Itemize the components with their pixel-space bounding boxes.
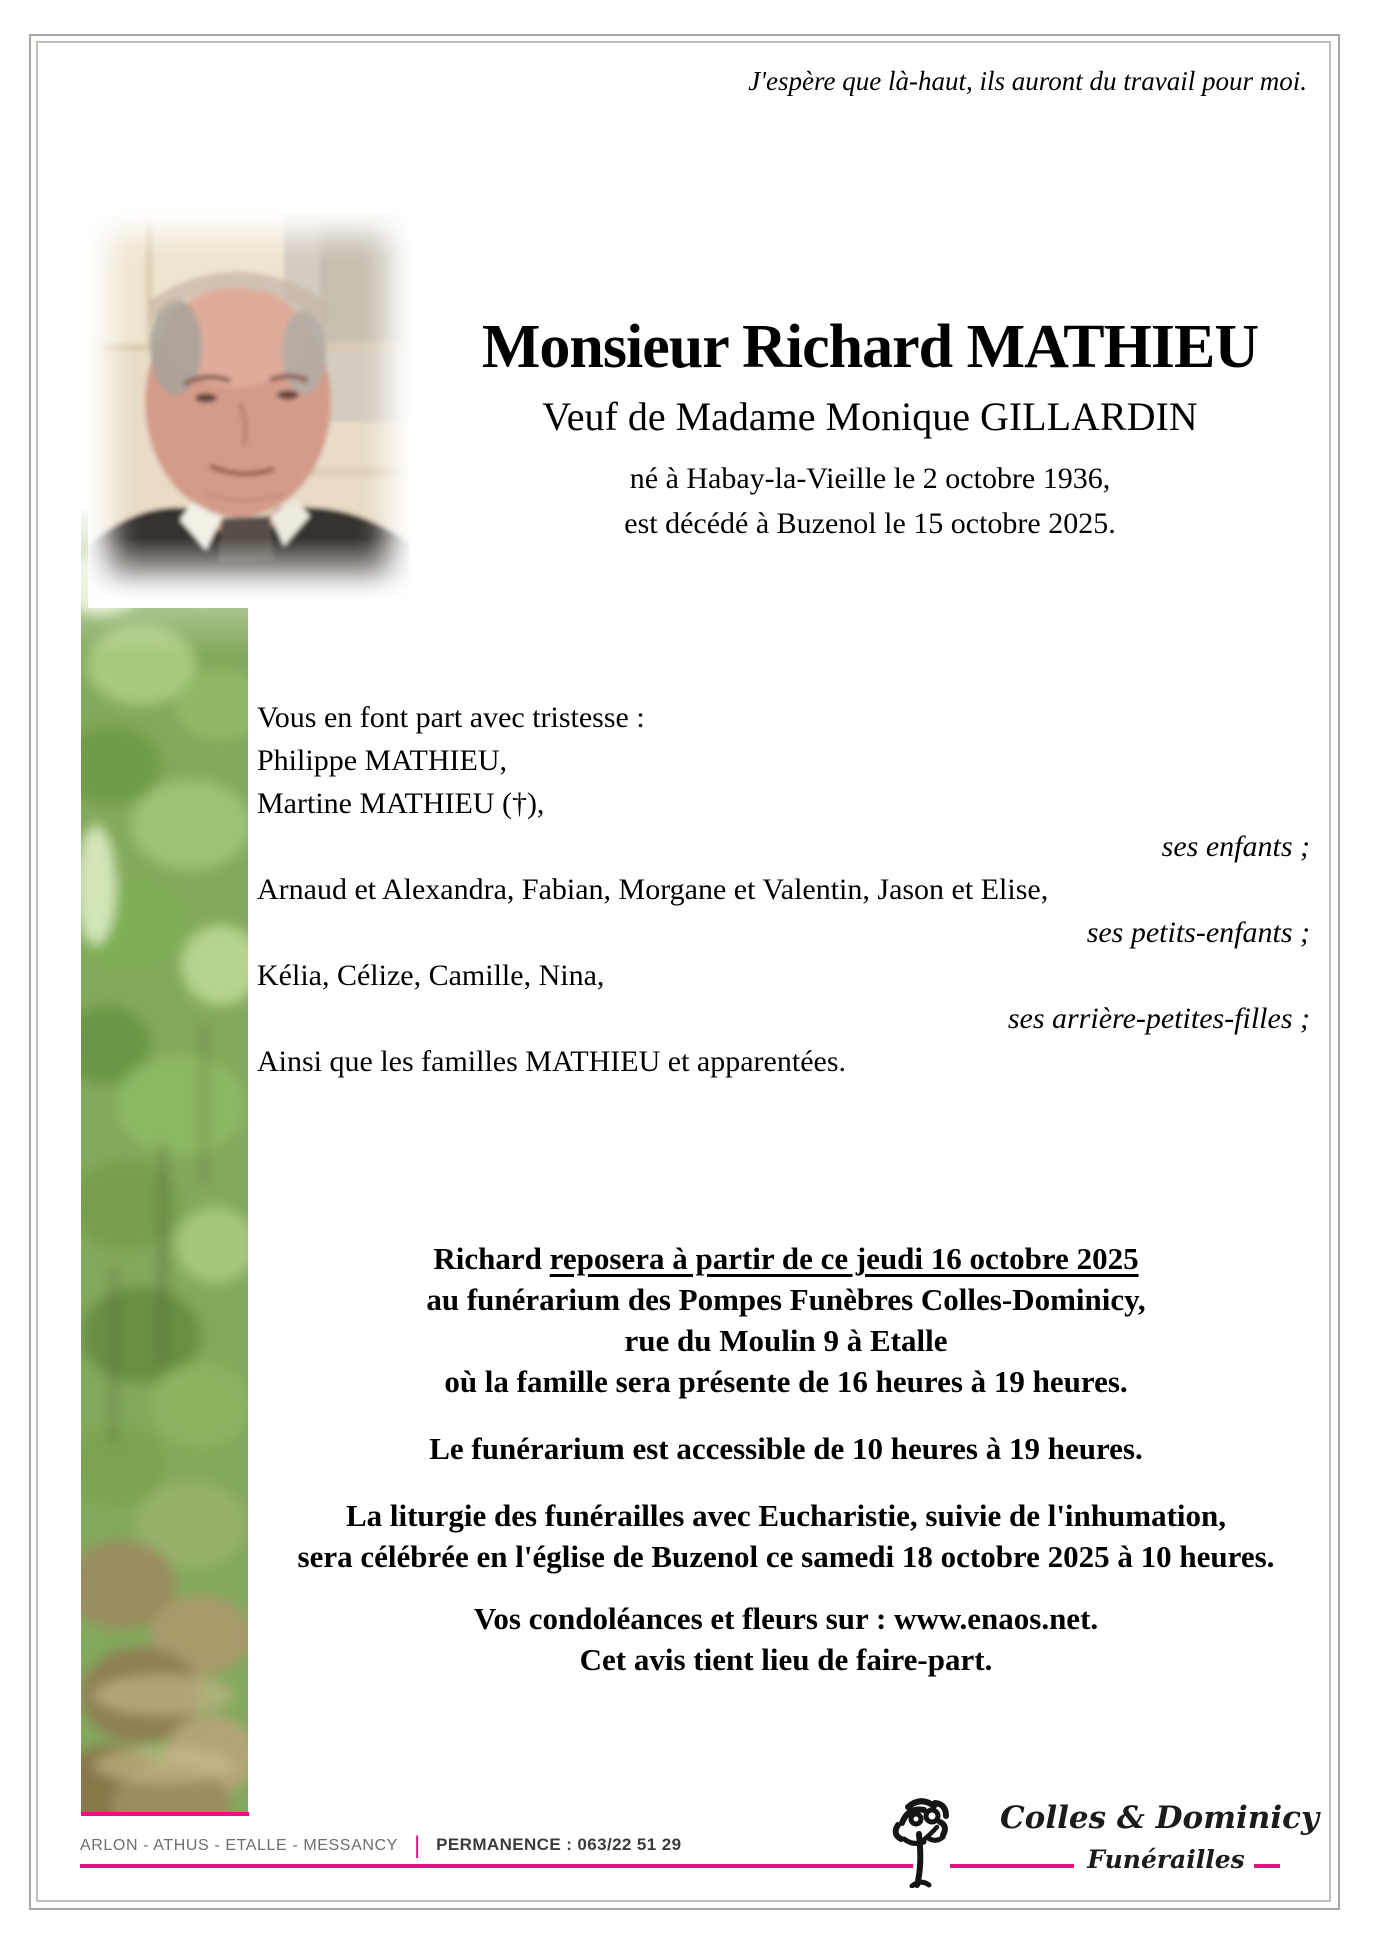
family-member-line: Arnaud et Alexandra, Fabian, Morgane et Valentin, Jason et Elise,: [257, 873, 1049, 906]
brand-name: Colles & Dominicy: [1000, 1800, 1319, 1836]
family-intro-line: Vous en font part avec tristesse :: [257, 701, 645, 734]
footer-rule: [80, 1864, 913, 1868]
brand-dash: [1254, 1864, 1280, 1868]
footer-cities: ARLON - ATHUS - ETALLE - MESSANCY: [80, 1837, 398, 1854]
family-closing-line: Ainsi que les familles MATHIEU et apparentées.: [257, 1045, 846, 1078]
portrait-photo: [88, 212, 410, 608]
liturgy-line-2: sera célébrée en l'église de Buzenol ce samedi 18 octobre 2025 à 10 heures.: [297, 1539, 1275, 1574]
funeral-details: [230, 1238, 1342, 1680]
relation-label: ses petits-enfants ;: [1086, 916, 1310, 949]
access-line: Le funérarium est accessible de 10 heures à 19 heures.: [429, 1431, 1143, 1466]
death-line: est décédé à Buzenol le 15 octobre 2025.: [624, 507, 1116, 540]
relation-label: ses arrière-petites-filles ;: [1007, 1002, 1310, 1035]
brand-subtitle: Funérailles: [1087, 1845, 1245, 1874]
relation-label: ses enfants ;: [1161, 830, 1310, 863]
family-member-line: Kélia, Célize, Camille, Nina,: [257, 959, 605, 992]
family-announcement: [257, 696, 1310, 1083]
family-member-line: Philippe MATHIEU,: [257, 744, 507, 777]
footer-contact-row: [80, 1832, 681, 1860]
tree-icon: [890, 1792, 952, 1888]
liturgy-line-1: La liturgie des funérailles avec Eucharistie, suivie de l'inhumation,: [345, 1498, 1227, 1533]
condolences-line: Vos condoléances et fleurs sur : www.enaos.net.: [473, 1601, 1099, 1636]
announcement-header: [430, 312, 1310, 546]
portrait-bottom-fade: [88, 538, 410, 608]
brand-rule: [950, 1864, 1074, 1868]
footer-divider: |: [413, 1832, 421, 1859]
repose-underlined: reposera à partir de ce jeudi 16 octobre 2025: [549, 1241, 1139, 1276]
family-member-line: Martine MATHIEU (†),: [257, 787, 545, 820]
birth-line: né à Habay-la-Vieille le 2 octobre 1936,: [629, 462, 1111, 495]
funerarium-line: au funérarium des Pompes Funèbres Colles-Dominicy,: [426, 1282, 1146, 1317]
repose-line: [230, 1238, 1342, 1279]
address-line: rue du Moulin 9 à Etalle: [624, 1323, 948, 1358]
deceased-subtitle: Veuf de Madame Monique GILLARDIN: [542, 394, 1198, 439]
photo-strip-underline: [81, 1812, 249, 1816]
repose-prefix: Richard: [433, 1241, 550, 1276]
deceased-name: Monsieur Richard MATHIEU: [481, 313, 1259, 381]
presence-line: où la famille sera présente de 16 heures à 19 heures.: [444, 1364, 1128, 1399]
forest-path-image: [81, 505, 248, 1812]
quote-text: J'espère que là-haut, ils auront du travail pour moi.: [748, 66, 1307, 96]
footer-permanence: PERMANENCE : 063/22 51 29: [436, 1835, 682, 1854]
life-dates: [430, 456, 1310, 546]
notice-line: Cet avis tient lieu de faire-part.: [579, 1642, 993, 1677]
forest-path-photo: [81, 505, 248, 1812]
